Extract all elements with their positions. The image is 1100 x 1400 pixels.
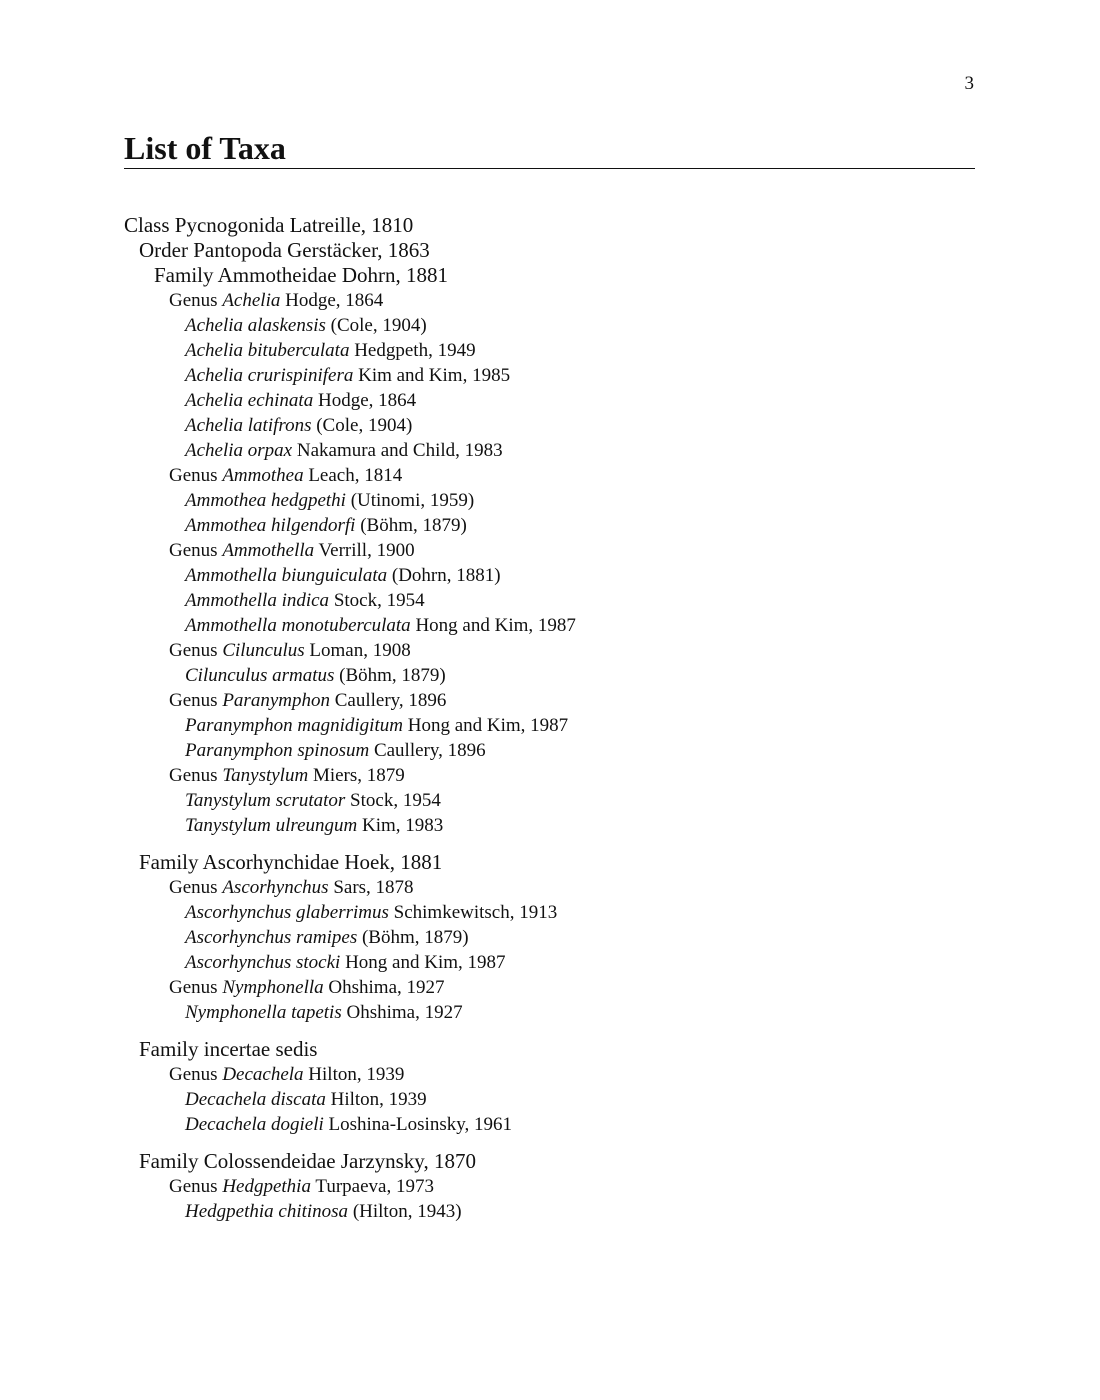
- page-number: 3: [964, 73, 974, 94]
- taxon-entry-species: [124, 563, 975, 588]
- taxon-authority: Stock, 1954: [345, 790, 441, 811]
- taxon-entry-species: [124, 1199, 975, 1224]
- taxon-entry-species: [124, 738, 975, 763]
- taxon-name: Paranymphon: [222, 690, 330, 711]
- taxon-entry-species: [124, 1000, 975, 1025]
- taxon-authority: Hong and Kim, 1987: [340, 952, 506, 973]
- taxon-entry-species: [124, 363, 975, 388]
- taxon-authority: Ohshima, 1927: [341, 1002, 463, 1023]
- taxon-name: Ammothella: [222, 540, 315, 561]
- taxon-entry-order: [124, 238, 975, 263]
- taxon-name: Nymphonella: [222, 977, 324, 998]
- taxon-name: Ammothella biunguiculata: [185, 565, 388, 586]
- taxon-entry-species: [124, 900, 975, 925]
- taxon-name: Tanystylum scrutator: [185, 790, 346, 811]
- taxon-entry-species: [124, 488, 975, 513]
- taxon-name: Achelia echinata: [185, 390, 314, 411]
- taxon-name: Hedgpethia chitinosa: [185, 1201, 349, 1222]
- taxon-name: Achelia orpax: [185, 440, 293, 461]
- page-title: List of Taxa: [124, 130, 286, 166]
- taxon-authority: Schimkewitsch, 1913: [388, 902, 558, 923]
- taxon-authority: Loshina-Losinsky, 1961: [323, 1114, 512, 1135]
- taxon-name: Paranymphon magnidigitum: [185, 715, 403, 736]
- taxon-entry-species: [124, 950, 975, 975]
- taxon-authority: Hong and Kim, 1987: [410, 615, 576, 636]
- taxon-entry-species: [124, 313, 975, 338]
- taxon-authority: Hong and Kim, 1987: [402, 715, 569, 736]
- taxon-authority: Caullery, 1896: [369, 740, 486, 761]
- taxon-entry-family: [124, 263, 975, 288]
- taxon-entry-class: [124, 213, 975, 238]
- taxon-authority: Verrill, 1900: [314, 540, 415, 561]
- taxon-name: Achelia alaskensis: [185, 315, 326, 336]
- taxon-name: Cilunculus: [222, 640, 305, 661]
- taxon-name: Paranymphon spinosum: [185, 740, 370, 761]
- taxon-name: Ammothea: [222, 465, 304, 486]
- taxon-rank: Genus: [169, 1176, 223, 1197]
- taxon-authority: Miers, 1879: [308, 765, 405, 786]
- taxon-rank: Class: [124, 213, 175, 237]
- taxon-name: Ascorhynchus: [222, 877, 329, 898]
- taxon-authority: Hoek, 1881: [339, 850, 443, 874]
- taxon-name: Ascorhynchidae: [202, 850, 340, 874]
- taxon-entry-genus: [124, 1062, 975, 1087]
- taxon-authority: Gerstäcker, 1863: [281, 238, 430, 262]
- taxon-authority: (Böhm, 1879): [334, 665, 446, 686]
- taxon-authority: Dohrn, 1881: [336, 263, 448, 287]
- taxon-name: Tanystylum: [222, 765, 309, 786]
- taxon-entry-species: [124, 788, 975, 813]
- taxon-name: Nymphonella tapetis: [185, 1002, 342, 1023]
- taxon-name: Ascorhynchus stocki: [185, 952, 341, 973]
- taxon-authority: Loman, 1908: [304, 640, 411, 661]
- taxon-rank: Genus: [169, 765, 223, 786]
- taxon-authority: Hedgpeth, 1949: [349, 340, 476, 361]
- taxon-entry-species: [124, 513, 975, 538]
- taxon-name: Ascorhynchus ramipes: [185, 927, 358, 948]
- taxon-name: Tanystylum ulreungum: [185, 815, 358, 836]
- taxon-name: Achelia bituberculata: [185, 340, 350, 361]
- taxon-entry-species: [124, 1087, 975, 1112]
- taxon-rank: Genus: [169, 465, 223, 486]
- taxon-authority: Latreille, 1810: [284, 213, 414, 237]
- taxon-entry-genus: [124, 975, 975, 1000]
- taxon-name: Decachela: [222, 1064, 304, 1085]
- taxon-name: Ascorhynchus glaberrimus: [185, 902, 389, 923]
- taxon-name: Ammotheidae: [217, 263, 337, 287]
- taxon-authority: Jarzynsky, 1870: [335, 1149, 476, 1173]
- taxon-authority: Hodge, 1864: [280, 290, 384, 311]
- taxon-entry-genus: [124, 875, 975, 900]
- taxon-name: Achelia: [222, 290, 281, 311]
- taxon-name: Pantopoda: [193, 238, 282, 262]
- taxon-entry-species: [124, 925, 975, 950]
- taxon-authority: Ohshima, 1927: [323, 977, 445, 998]
- taxon-rank: Family: [139, 1037, 204, 1061]
- taxon-entry-species: [124, 338, 975, 363]
- taxon-entry-genus: [124, 688, 975, 713]
- taxon-entry-species: [124, 663, 975, 688]
- taxon-entry-genus: [124, 763, 975, 788]
- taxon-entry-genus: [124, 463, 975, 488]
- taxon-entry-species: [124, 413, 975, 438]
- taxon-rank: Family: [139, 850, 203, 874]
- taxon-name: Ammothea hedgpethi: [185, 490, 346, 511]
- taxon-name: Pycnogonida: [174, 213, 285, 237]
- taxon-authority: Hilton, 1939: [325, 1089, 427, 1110]
- taxon-rank: Order: [139, 238, 194, 262]
- taxon-rank: Genus: [169, 877, 223, 898]
- taxon-authority: (Böhm, 1879): [355, 515, 467, 536]
- taxon-authority: Caullery, 1896: [329, 690, 447, 711]
- taxon-entry-family: [124, 1037, 975, 1062]
- taxon-authority: Kim and Kim, 1985: [353, 365, 511, 386]
- taxon-name: Decachela dogieli: [185, 1114, 324, 1135]
- taxon-entry-family: [124, 1149, 975, 1174]
- taxon-authority: (Hilton, 1943): [348, 1201, 462, 1222]
- taxon-name: Decachela discata: [185, 1089, 326, 1110]
- taxon-authority: Leach, 1814: [303, 465, 403, 486]
- taxon-name: Achelia crurispinifera: [185, 365, 354, 386]
- taxon-entry-family: [124, 850, 975, 875]
- taxon-entry-species: [124, 588, 975, 613]
- taxon-rank: Genus: [169, 977, 223, 998]
- taxon-name: Ammothella indica: [185, 590, 330, 611]
- taxon-entry-genus: [124, 1174, 975, 1199]
- taxon-entry-genus: [124, 638, 975, 663]
- taxon-name: incertae sedis: [203, 1037, 318, 1061]
- taxon-rank: Family: [154, 263, 218, 287]
- taxon-authority: Kim, 1983: [357, 815, 444, 836]
- taxon-entry-species: [124, 613, 975, 638]
- taxon-entry-genus: [124, 538, 975, 563]
- taxon-name: Ammothella monotuberculata: [185, 615, 411, 636]
- taxon-rank: Genus: [169, 540, 223, 561]
- taxon-authority: Hilton, 1939: [303, 1064, 405, 1085]
- taxon-entry-species: [124, 438, 975, 463]
- taxon-rank: Genus: [169, 690, 223, 711]
- taxon-authority: (Cole, 1904): [325, 315, 427, 336]
- taxon-authority: (Utinomi, 1959): [345, 490, 475, 511]
- taxon-authority: Stock, 1954: [329, 590, 425, 611]
- taxon-authority: (Dohrn, 1881): [387, 565, 501, 586]
- taxon-authority: Sars, 1878: [328, 877, 414, 898]
- taxon-entry-species: [124, 713, 975, 738]
- taxon-name: Hedgpethia: [222, 1176, 311, 1197]
- taxon-authority: (Cole, 1904): [311, 415, 413, 436]
- taxon-name: Ammothea hilgendorfi: [185, 515, 356, 536]
- taxon-rank: Genus: [169, 290, 223, 311]
- taxon-name: Cilunculus armatus: [185, 665, 335, 686]
- taxon-name: Colossendeidae: [203, 1149, 336, 1173]
- taxon-entry-genus: [124, 288, 975, 313]
- title-rule: [124, 168, 975, 169]
- taxon-name: Achelia latifrons: [185, 415, 312, 436]
- taxon-entry-species: [124, 1112, 975, 1137]
- taxon-authority: (Böhm, 1879): [357, 927, 469, 948]
- taxon-authority: Nakamura and Child, 1983: [292, 440, 503, 461]
- taxon-entry-species: [124, 388, 975, 413]
- taxon-rank: Family: [139, 1149, 204, 1173]
- taxon-rank: Genus: [169, 1064, 223, 1085]
- taxon-authority: Turpaeva, 1973: [310, 1176, 434, 1197]
- taxon-entry-species: [124, 813, 975, 838]
- taxon-rank: Genus: [169, 640, 223, 661]
- taxon-authority: Hodge, 1864: [313, 390, 417, 411]
- taxa-list: [124, 213, 975, 1224]
